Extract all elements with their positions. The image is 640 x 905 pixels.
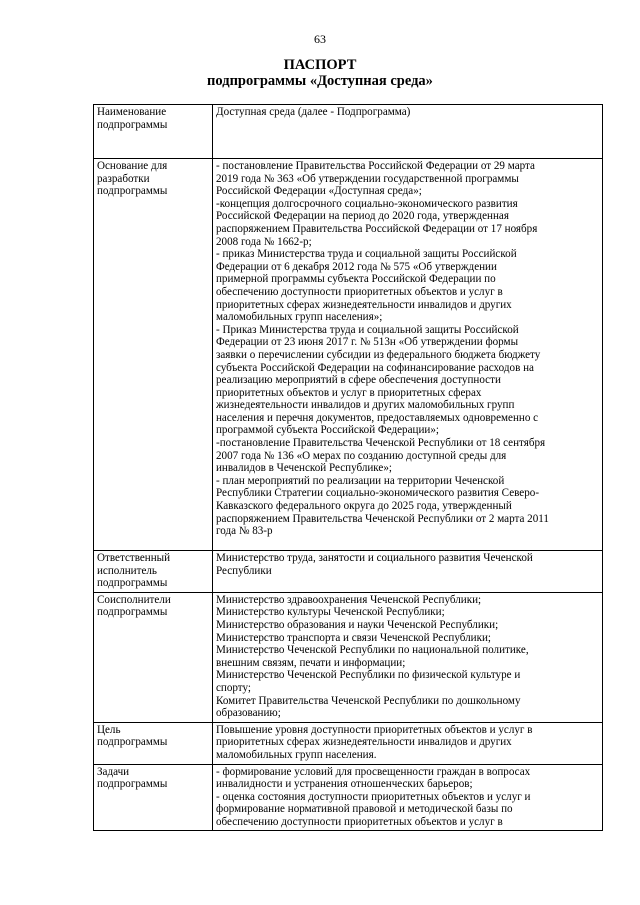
label-line: подпрограммы <box>97 118 168 131</box>
value-line: инвалидности и устранения отношенческих барьеров; <box>216 778 473 791</box>
value-line: Министерство культуры Чеченской Республики; <box>216 606 445 619</box>
table-row-name <box>94 105 603 159</box>
row-value-cell <box>213 764 603 831</box>
row-label-cell <box>94 159 213 551</box>
value-line: программой субъекта Российской Федерации»; <box>216 424 439 437</box>
value-line: приоритетных объектов и услуг в приоритетных сферах <box>216 386 482 399</box>
value-line: Министерство труда, занятости и социального развития Чеченской <box>216 552 533 564</box>
row-label-cell <box>94 105 213 159</box>
value-line: - постановление Правительства Российской Федерации от 29 марта <box>216 160 535 172</box>
value-line: - план мероприятий по реализации на территории Чеченской <box>216 474 505 487</box>
value-line: образованию; <box>216 707 281 720</box>
table-row-tasks <box>94 764 603 831</box>
value-line: Российской Федерации на период до 2020 года, утвержденная <box>216 210 509 223</box>
value-line: субъекта Российской Федерации на софинансирование расходов на <box>216 361 534 374</box>
value-line: -постановление Правительства Чеченской Республики от 18 сентября <box>216 437 546 450</box>
value-line: распоряжением Правительства Российской Федерации от 17 ноября <box>216 222 538 235</box>
row-value-cell <box>213 159 603 551</box>
row-label-cell <box>94 592 213 722</box>
value-line: 2007 года № 136 «О мерах по созданию доступной среды для <box>216 449 507 462</box>
value-line: Республики Стратегии социально-экономического развития Северо- <box>216 487 540 500</box>
value-line: обеспечению доступности приоритетных объектов и услуг в <box>216 285 503 298</box>
value-line: Министерство транспорта и связи Чеченской Республики; <box>216 631 492 644</box>
value-line: - Приказ Министерства труда и социальной защиты Российской <box>216 323 519 336</box>
label-line: исполнитель <box>97 564 157 577</box>
value-line: - формирование условий для просвещенности граждан в вопросах <box>216 765 531 778</box>
value-line: Повышение уровня доступности приоритетных объектов и услуг в <box>216 723 533 736</box>
value-line: заявки о перечислении субсидии из федерального бюджета бюджету <box>216 348 541 361</box>
value-line: - приказ Министерства труда и социальной защиты Российской <box>216 248 517 261</box>
label-line: Наименование <box>97 106 167 118</box>
label-line: подпрограммы <box>97 778 168 791</box>
subtitle-line: подпрограммы «Доступная среда» <box>207 73 433 89</box>
value-line: маломобильных групп населения. <box>216 748 377 761</box>
value-line: 2019 года № 363 «Об утверждении государственной программы <box>216 172 519 185</box>
table-row-responsible <box>94 551 603 593</box>
label-line: Ответственный <box>97 552 171 564</box>
value-line: обеспечению доступности приоритетных объектов и услуг в <box>216 815 503 828</box>
value-line: приоритетных сферах жизнедеятельности инвалидов и других <box>216 298 512 311</box>
value-line: маломобильных групп населения»; <box>216 311 383 324</box>
value-line: Министерство образования и науки Чеченской Республики; <box>216 618 499 631</box>
value-line: формирование нормативной правовой и методической базы по <box>216 803 513 816</box>
row-value-cell <box>213 722 603 764</box>
value-line: - оценка состояния доступности приоритетных объектов и услуг и <box>216 790 531 803</box>
label-line: подпрограммы <box>97 736 168 749</box>
value-line: -концепция долгосрочного социально-экономического развития <box>216 197 518 210</box>
row-value-cell <box>213 551 603 593</box>
value-line: Доступная среда (далее - Подпрограмма) <box>216 106 411 118</box>
value-line: Российской Федерации «Доступная среда»; <box>216 185 422 198</box>
passport-table <box>93 104 603 831</box>
row-value-cell <box>213 592 603 722</box>
value-line: жизнедеятельности инвалидов и других маломобильных групп <box>216 399 515 412</box>
document-title <box>0 57 640 89</box>
value-line: Федерации от 6 декабря 2012 года № 575 «Об утверждении <box>216 260 497 273</box>
table-row-co-executors <box>94 592 603 722</box>
label-line: Цель <box>97 723 121 736</box>
value-line: Министерство Чеченской Республики по физической культуре и <box>216 669 521 682</box>
row-label-cell <box>94 722 213 764</box>
value-line: внешним связям, печати и информации; <box>216 656 406 669</box>
value-line: года № 83-р <box>216 525 273 538</box>
value-line: Кавказского федерального округа до 2025 года, утвержденный <box>216 500 512 513</box>
value-line: населения и перечня документов, предоставляемых одновременно с <box>216 411 539 424</box>
label-line: Основание для <box>97 160 168 172</box>
page-number: 63 <box>314 32 326 46</box>
value-line: реализацию мероприятий в сфере обеспечения доступности <box>216 374 501 387</box>
value-line: Министерство Чеченской Республики по национальной политике, <box>216 644 529 657</box>
row-value-cell <box>213 105 603 159</box>
value-line: приоритетных сферах жизнедеятельности инвалидов и других <box>216 736 512 749</box>
label-line: подпрограммы <box>97 185 168 198</box>
table-row-basis <box>94 159 603 551</box>
value-line: спорту; <box>216 681 251 694</box>
value-line: Республики <box>216 564 272 577</box>
value-line: Комитет Правительства Чеченской Республики по дошкольному <box>216 694 521 707</box>
label-line: Соисполнители <box>97 593 171 606</box>
value-line: инвалидов в Чеченской Республике»; <box>216 462 392 475</box>
title-line: ПАСПОРТ <box>283 57 357 73</box>
value-line: 2008 года № 1662-р; <box>216 235 312 248</box>
value-line: примерной программы субъекта Российской Федерации по <box>216 273 496 286</box>
row-label-cell <box>94 551 213 593</box>
label-line: подпрограммы <box>97 577 168 590</box>
table-row-goal <box>94 722 603 764</box>
label-line: разработки <box>97 172 150 185</box>
label-line: подпрограммы <box>97 606 168 619</box>
value-line: Федерации от 23 июня 2017 г. № 513н «Об утверждении формы <box>216 336 519 349</box>
value-line: Министерство здравоохранения Чеченской Республики; <box>216 593 482 606</box>
value-line: распоряжением Правительства Чеченской Республики от 2 марта 2011 <box>216 512 549 525</box>
label-line: Задачи <box>97 765 130 778</box>
row-label-cell <box>94 764 213 831</box>
